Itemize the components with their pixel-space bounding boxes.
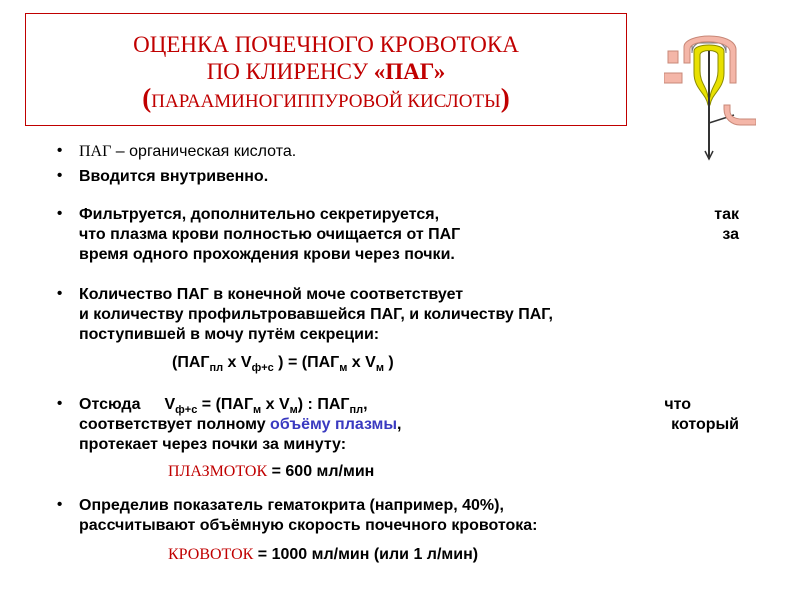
bullet-4-line-1: Количество ПАГ в конечной моче соответствует bbox=[79, 286, 464, 303]
bullet-4-line-2: и количеству профильтровавшейся ПАГ, и количеству ПАГ, bbox=[79, 306, 553, 323]
bullet-2: Вводится внутривенно. bbox=[79, 168, 269, 185]
plasma-volume-highlight: объёму плазмы bbox=[270, 416, 397, 433]
formula-pag-balance: ($ПАГ_{пл}$ x $V_{ф+с}$ ) = ($ПАГ_м$ x $V_м$ ) bbox=[172, 354, 394, 374]
title-pag-quoted: «ПАГ» bbox=[373, 59, 446, 84]
bullet-3-line-3: время одного прохождения крови через почки. bbox=[79, 246, 455, 263]
bullet-1-rest: – органическая кислота. bbox=[111, 143, 297, 160]
bullet-1-pag: ПАГ bbox=[79, 143, 112, 160]
bullet-3-line-1: Фильтруется, дополнительно секретируется, так bbox=[79, 206, 739, 223]
bullet-dot: • bbox=[57, 496, 63, 513]
bullet-6-line-2: рассчитывают объёмную скорость почечного кровотока: bbox=[79, 517, 538, 534]
bullet-dot: • bbox=[57, 205, 63, 222]
title-paren-open: ( bbox=[142, 83, 152, 113]
bullet-5-line-1: Отсюда $V_{ф+с} = (ПАГ_м$ x $V_м$) : $ПАГ_{пл}$, что bbox=[79, 396, 691, 416]
bullet-1 bbox=[79, 142, 296, 161]
bullet-dot: • bbox=[57, 285, 63, 302]
plasma-flow-result: ПЛАЗМОТОК = 600 мл/мин bbox=[168, 463, 375, 480]
bullet-5-line-2: соответствует полному объёму плазмы, который bbox=[79, 416, 739, 433]
blood-flow-result: КРОВОТОК = 1000 мл/мин (или 1 л/мин) bbox=[168, 546, 479, 563]
title-line-2: ПО КЛИРЕНСУ «ПАГ» bbox=[206, 59, 446, 84]
bullet-4-line-3: поступившей в мочу путём секреции: bbox=[79, 326, 380, 343]
bullet-dot: • bbox=[57, 142, 63, 159]
blood-flow-label: КРОВОТОК bbox=[168, 546, 254, 563]
title-line-3-text: ПАРААМИНОГИППУРОВОЙ КИСЛОТЫ bbox=[151, 91, 501, 112]
bullet-dot: • bbox=[57, 167, 63, 184]
bullet-5-line-3: протекает через почки за минуту: bbox=[79, 436, 347, 453]
plasma-flow-label: ПЛАЗМОТОК bbox=[168, 463, 268, 480]
title-line-1: ОЦЕНКА ПОЧЕЧНОГО КРОВОТОКА bbox=[133, 32, 519, 57]
title-paren-close: ) bbox=[500, 83, 510, 113]
bullet-3-line-2: что плазма крови полностью очищается от ПАГ за bbox=[79, 226, 739, 243]
bullet-dot: • bbox=[57, 395, 63, 412]
bullet-6-line-1: Определив показатель гематокрита (например, 40%), bbox=[79, 497, 504, 514]
